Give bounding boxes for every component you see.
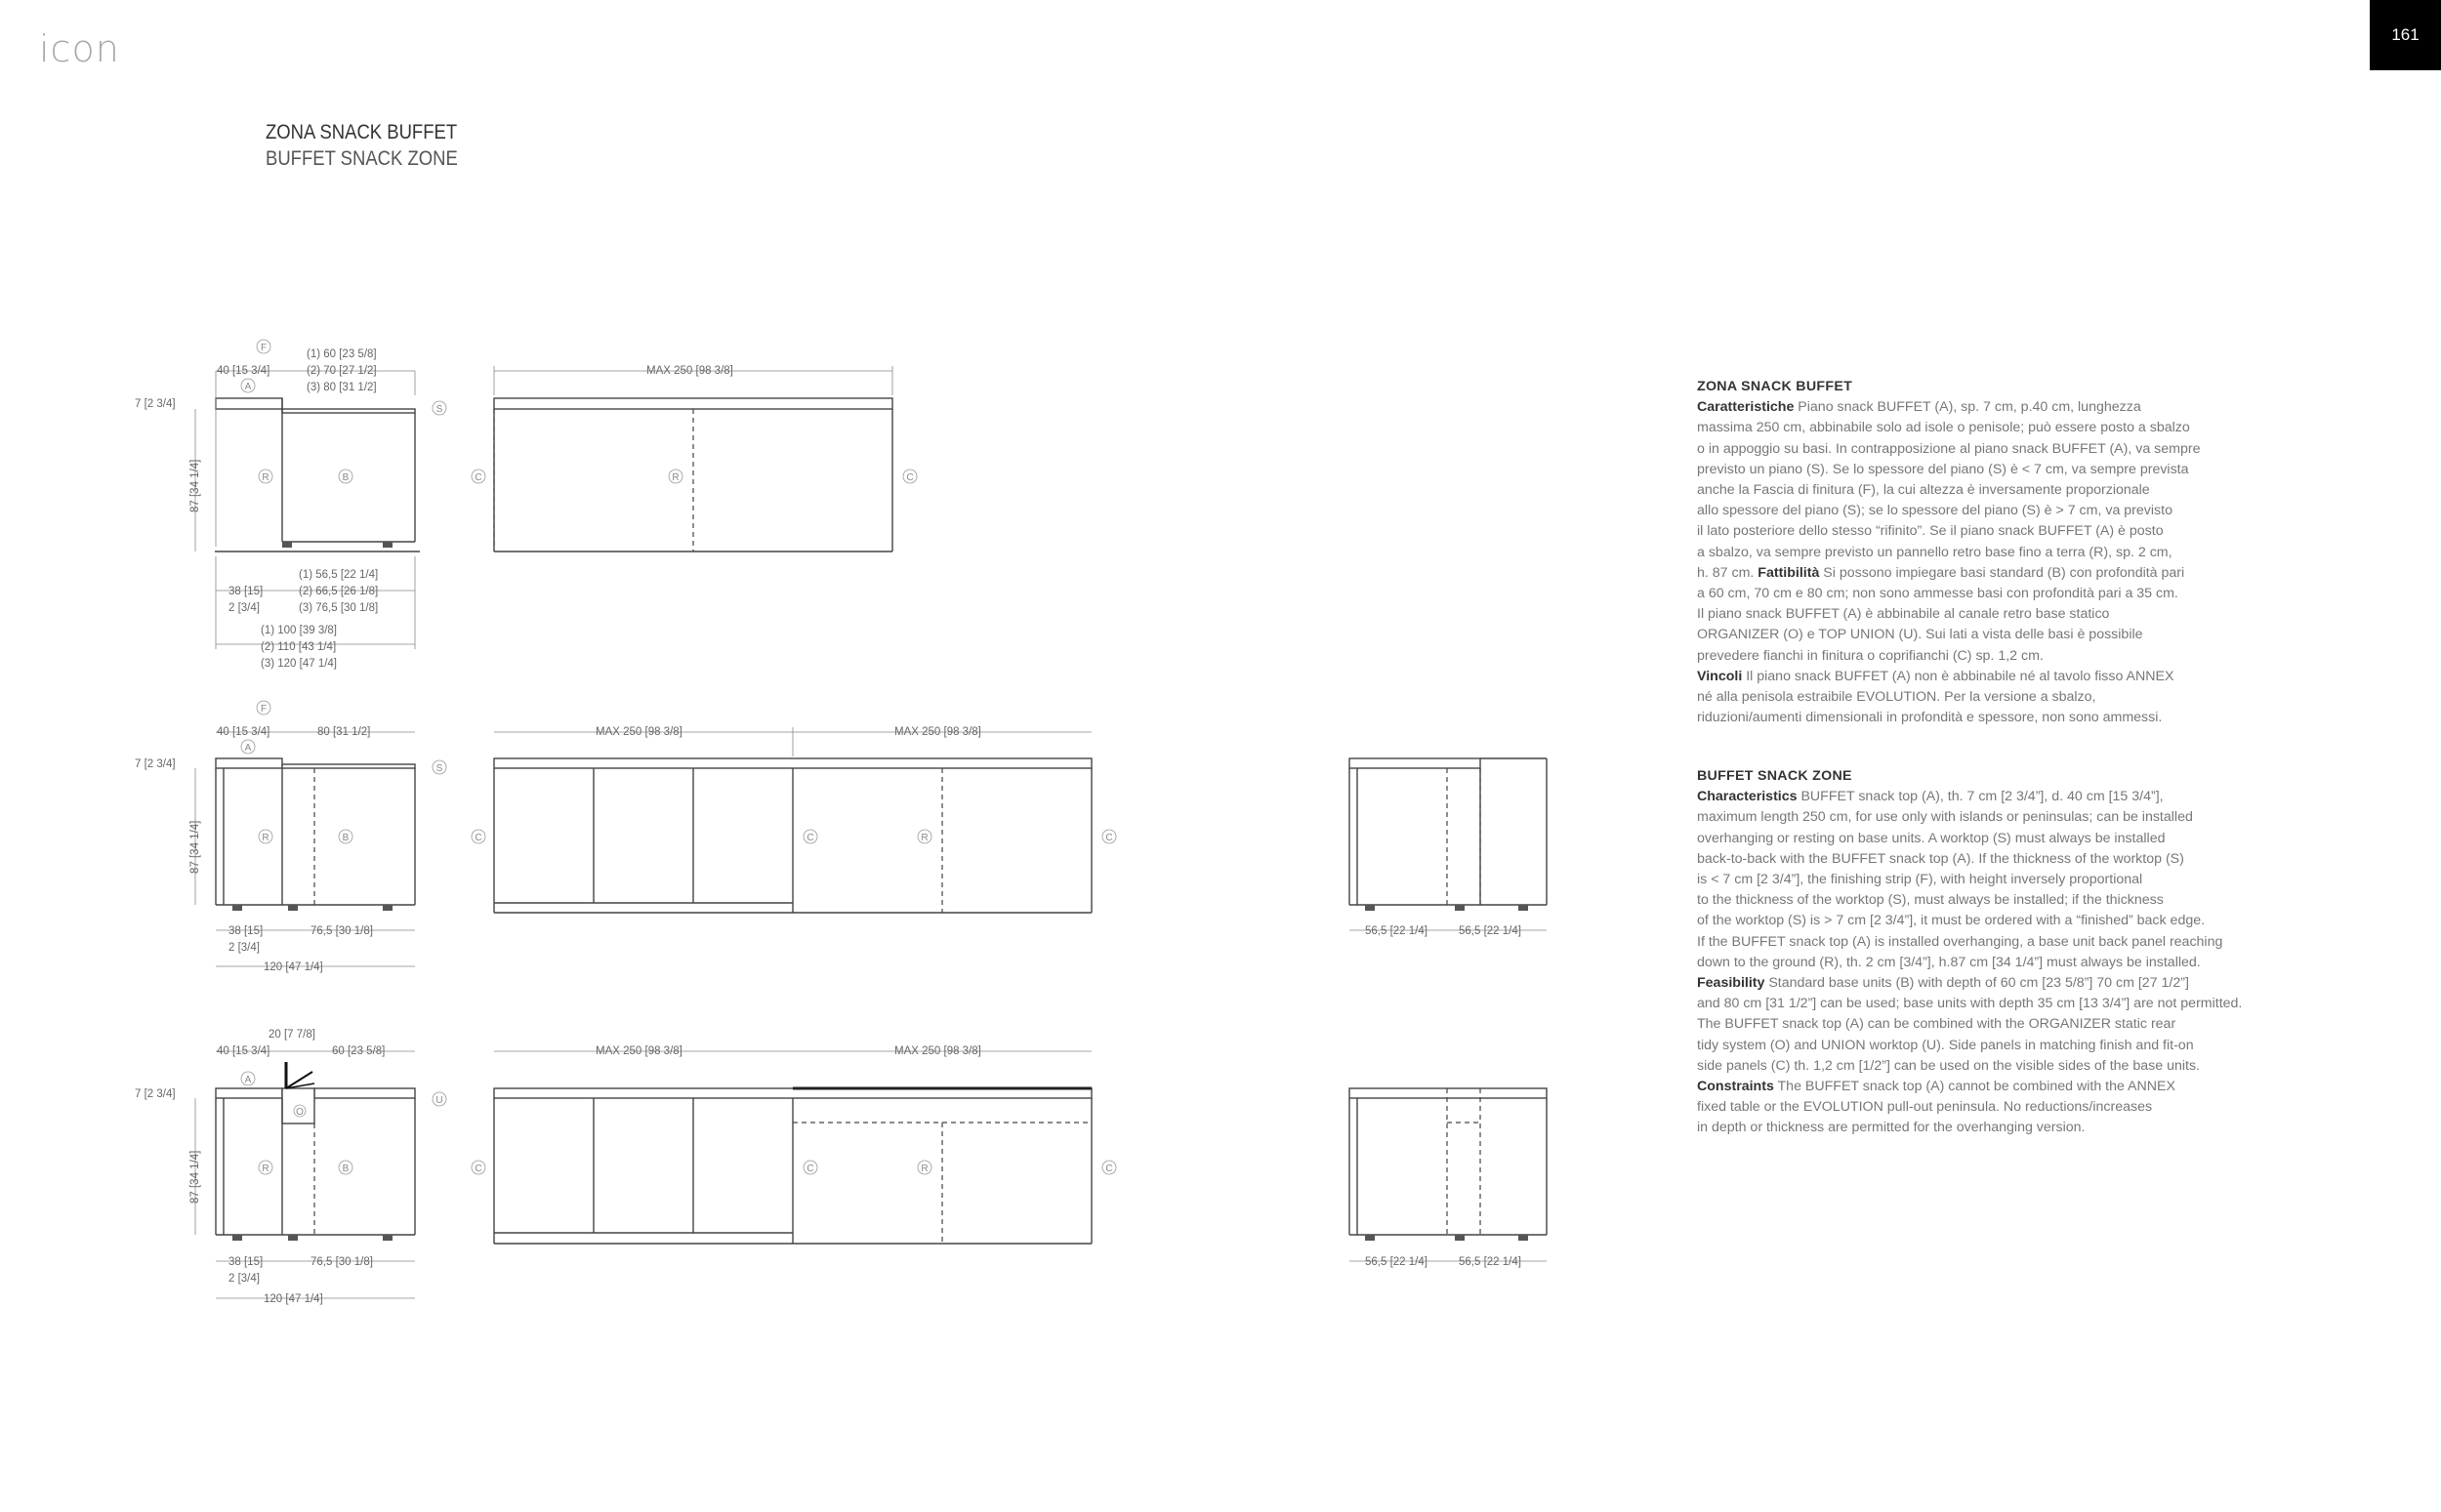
d3-dim-top-left: 40 [15 3/4]: [217, 1045, 270, 1057]
d3-dim-bottom-left-1: 38 [15]: [228, 1256, 264, 1268]
text-run: If the BUFFET snack top (A) is installed overhanging, a base unit back panel reaching: [1697, 933, 2223, 950]
bold-run: Feasibility: [1697, 975, 1765, 992]
d3-dim-max-2: MAX 250 [98 3/8]: [894, 1045, 981, 1057]
drawing-3-front-view: [494, 1051, 1092, 1244]
text-run: Piano snack BUFFET (A), sp. 7 cm, p.40 cm, lunghezza: [1794, 399, 2141, 416]
d1-dim-bottom-b2: (2) 110 [43 1/4]: [261, 641, 337, 653]
text-line: [1697, 397, 2400, 418]
d1-dim-top-1: (1) 60 [23 5/8]: [307, 348, 377, 360]
marker-c: C: [475, 1164, 482, 1174]
marker-o: O: [296, 1107, 304, 1118]
text-line: [1697, 543, 2400, 563]
d3-dim-top-mid: 20 [7 7/8]: [269, 1029, 315, 1041]
text-run: BUFFET snack top (A), th. 7 cm [2 3/4”], d. 40 cm [15 3/4”],: [1797, 789, 2164, 805]
d1-dim-bottom-left-2: 2 [3/4]: [228, 602, 260, 614]
text-run: down to the ground (R), th. 2 cm [3/4”], h.87 cm [34 1/4”] must always be installed.: [1697, 954, 2201, 970]
heading-italian: ZONA SNACK BUFFET: [266, 121, 458, 143]
d2-dim-bottom-total: 120 [47 1/4]: [264, 961, 323, 973]
text-run: tidy system (O) and UNION worktop (U). Side panels in matching finish and fit-on: [1697, 1037, 2194, 1053]
d2-dim-bottom-left-2: 2 [3/4]: [228, 942, 260, 954]
d2-dim-height-main: 87 [34 1/4]: [189, 820, 201, 874]
marker-a: A: [244, 743, 252, 754]
d1-dim-height-top: 7 [2 3/4]: [135, 398, 176, 410]
text-run: a 60 cm, 70 cm e 80 cm; non sono ammesse basi con profondità pari a 35 cm.: [1697, 586, 2178, 602]
d1-dim-bottom-a3: (3) 76,5 [30 1/8]: [299, 602, 379, 614]
text-line: [1697, 480, 2400, 501]
text-line: [1697, 460, 2400, 480]
text-run: and 80 cm [31 1/2”] can be used; base units with depth 35 cm [13 3/4”] are not permitted.: [1697, 996, 2243, 1012]
d1-dim-bottom-b3: (3) 120 [47 1/4]: [261, 658, 337, 670]
marker-u: U: [435, 1095, 443, 1106]
d2-dim-bottom-mid: 76,5 [30 1/8]: [310, 925, 373, 937]
d3-dim-max-1: MAX 250 [98 3/8]: [596, 1045, 683, 1057]
d2-dim-max-2: MAX 250 [98 3/8]: [894, 726, 981, 738]
marker-f: F: [260, 704, 268, 715]
d2-dim-height-top: 7 [2 3/4]: [135, 758, 176, 770]
d3-dim-height-main: 87 [34 1/4]: [189, 1150, 201, 1204]
d2-dim-bottom-left-1: 38 [15]: [228, 925, 264, 937]
text-line: [1697, 625, 2400, 645]
text-line: [1697, 708, 2400, 728]
text-line: [1697, 1077, 2400, 1097]
text-run: allo spessore del piano (S); se lo spessore del piano (S) è > 7 cm, va previsto: [1697, 503, 2172, 519]
d3-dim-bottom-mid: 76,5 [30 1/8]: [310, 1256, 373, 1268]
d2-dim-side-2: 56,5 [22 1/4]: [1459, 925, 1521, 937]
drawing-2-markers: [241, 701, 1116, 843]
description-english-title: BUFFET SNACK ZONE: [1697, 768, 1852, 784]
text-line: [1697, 1097, 2400, 1118]
marker-c: C: [807, 1164, 814, 1174]
text-run: in depth or thickness are permitted for the overhanging version.: [1697, 1120, 2086, 1136]
marker-r: R: [262, 1164, 269, 1174]
text-line: [1697, 911, 2400, 931]
text-line: [1697, 521, 2400, 542]
d3-dim-height-top: 7 [2 3/4]: [135, 1088, 176, 1100]
drawing-2-front-view: [494, 727, 1092, 913]
d1-dim-top-3: (3) 80 [31 1/2]: [307, 382, 377, 393]
text-run: a sbalzo, va sempre previsto un pannello retro base fino a terra (R), sp. 2 cm,: [1697, 544, 2172, 560]
d3-dim-side-2: 56,5 [22 1/4]: [1459, 1256, 1521, 1268]
text-line: [1697, 584, 2400, 604]
text-line: [1697, 667, 2400, 687]
text-line: [1697, 1036, 2400, 1056]
text-run: of the worktop (S) is > 7 cm [2 3/4”], it must be ordered with a “finished” back edge.: [1697, 913, 2206, 929]
text-line: [1697, 1118, 2400, 1138]
d1-dim-bottom-a1: (1) 56,5 [22 1/4]: [299, 569, 379, 581]
text-line: [1697, 870, 2400, 890]
text-run: is < 7 cm [2 3/4”], the finishing strip (F), with height inversely proportional: [1697, 872, 2143, 888]
d2-dim-max-1: MAX 250 [98 3/8]: [596, 726, 683, 738]
marker-r: R: [921, 1164, 929, 1174]
text-run: The BUFFET snack top (A) cannot be combined with the ANNEX: [1773, 1079, 2175, 1095]
drawing-1-front-view: [494, 366, 892, 552]
text-line: [1697, 563, 2400, 584]
marker-a: A: [244, 382, 252, 392]
d1-dim-bottom-a2: (2) 66,5 [26 1/8]: [299, 586, 379, 597]
text-run: ORGANIZER (O) e TOP UNION (U). Sui lati a vista delle basi è possibile: [1697, 627, 2143, 643]
text-run: overhanging or resting on base units. A worktop (S) must always be installed: [1697, 830, 2166, 846]
text-line: [1697, 953, 2400, 973]
marker-c: C: [475, 472, 482, 483]
text-line: [1697, 890, 2400, 911]
description-italian-body: [1697, 397, 2400, 728]
marker-r: R: [262, 833, 269, 843]
text-run: to the thickness of the worktop (S), must always be installed; if the thickness: [1697, 892, 2164, 909]
text-run: o in appoggio su basi. In contrapposizione al piano snack BUFFET (A), va sempre: [1697, 440, 2201, 457]
marker-c: C: [807, 833, 814, 843]
d1-dim-top-2: (2) 70 [27 1/2]: [307, 365, 377, 377]
text-run: previsto un piano (S). Se lo spessore del piano (S) è < 7 cm, va sempre prevista: [1697, 461, 2189, 477]
marker-r: R: [672, 472, 680, 483]
d3-dim-top-right: 60 [23 5/8]: [332, 1045, 386, 1057]
text-line: [1697, 829, 2400, 849]
marker-a: A: [244, 1075, 252, 1085]
text-run: anche la Fascia di finitura (F), la cui altezza è inversamente proporzionale: [1697, 482, 2150, 499]
text-run: riduzioni/aumenti dimensionali in profondità e spessore, non sono ammessi.: [1697, 710, 2163, 726]
marker-c: C: [475, 833, 482, 843]
d1-dim-height-main: 87 [34 1/4]: [189, 459, 201, 512]
text-line: [1697, 973, 2400, 994]
d1-dim-bottom-left-1: 38 [15]: [228, 586, 264, 597]
drawing-3-side-view: [216, 1062, 415, 1241]
text-line: [1697, 994, 2400, 1014]
text-line: [1697, 604, 2400, 625]
page-number: 161: [2370, 0, 2441, 70]
bold-run: Caratteristiche: [1697, 399, 1795, 416]
brand-logo: icon: [39, 27, 120, 70]
text-run: il lato posteriore dello stesso “rifinito”. Se il piano snack BUFFET (A) è posto: [1697, 523, 2164, 540]
drawing-2-end-view: [1349, 758, 1547, 930]
d3-dim-bottom-total: 120 [47 1/4]: [264, 1293, 323, 1305]
marker-s: S: [435, 763, 443, 774]
d2-dim-top-left: 40 [15 3/4]: [217, 726, 270, 738]
text-run: Il piano snack BUFFET (A) non è abbinabile né al tavolo fisso ANNEX: [1742, 668, 2174, 684]
text-line: [1697, 849, 2400, 870]
heading-english: BUFFET SNACK ZONE: [266, 147, 458, 170]
text-line: [1697, 501, 2400, 521]
text-run: Il piano snack BUFFET (A) è abbinabile al canale retro base statico: [1697, 606, 2110, 623]
text-run: Standard base units (B) with depth of 60 cm [23 5/8”] 70 cm [27 1/2”]: [1764, 975, 2189, 992]
text-line: [1697, 646, 2400, 667]
text-run: maximum length 250 cm, for use only with islands or peninsulas; can be installed: [1697, 809, 2193, 826]
text-line: [1697, 787, 2400, 807]
marker-s: S: [435, 404, 443, 415]
d1-dim-bottom-b1: (1) 100 [39 3/8]: [261, 625, 337, 636]
d3-dim-bottom-left-2: 2 [3/4]: [228, 1273, 260, 1285]
d3-dim-side-1: 56,5 [22 1/4]: [1365, 1256, 1427, 1268]
bold-run: Vincoli: [1697, 668, 1743, 684]
bold-run: Constraints: [1697, 1079, 1774, 1095]
text-run: Si possono impiegare basi standard (B) con profondità pari: [1819, 564, 2185, 581]
description-english-body: [1697, 787, 2400, 1138]
marker-c: C: [1105, 833, 1113, 843]
d1-dim-top-left: 40 [15 3/4]: [217, 365, 270, 377]
marker-c: C: [1105, 1164, 1113, 1174]
drawing-3-end-view: [1349, 1088, 1547, 1261]
text-line: [1697, 1056, 2400, 1077]
description-english: [1697, 766, 2400, 1139]
text-run: né alla penisola estraibile EVOLUTION. Per la versione a sbalzo,: [1697, 689, 2096, 706]
text-line: [1697, 439, 2400, 460]
marker-b: B: [342, 472, 350, 483]
text-run: prevedere fianchi in finitura o coprifianchi (C) sp. 1,2 cm.: [1697, 647, 2044, 664]
bold-run: Fattibilità: [1758, 564, 1820, 581]
text-run: fixed table or the EVOLUTION pull-out peninsula. No reductions/increases: [1697, 1099, 2153, 1116]
text-line: [1697, 687, 2400, 708]
description-italian: [1697, 377, 2400, 728]
marker-b: B: [342, 1164, 350, 1174]
d2-dim-top-right: 80 [31 1/2]: [317, 726, 371, 738]
bold-run: Characteristics: [1697, 789, 1798, 805]
text-run: h. 87 cm.: [1697, 564, 1758, 581]
drawing-1-dimensions: [135, 348, 733, 670]
drawing-2-side-view: [216, 758, 415, 911]
text-line: [1697, 932, 2400, 953]
d2-dim-side-1: 56,5 [22 1/4]: [1365, 925, 1427, 937]
d1-dim-max: MAX 250 [98 3/8]: [646, 365, 733, 377]
marker-f: F: [260, 343, 268, 353]
marker-r: R: [262, 472, 269, 483]
text-run: back-to-back with the BUFFET snack top (A). If the thickness of the worktop (S): [1697, 850, 2184, 867]
text-line: [1697, 807, 2400, 828]
text-run: The BUFFET snack top (A) can be combined with the ORGANIZER static rear: [1697, 1016, 2176, 1033]
marker-b: B: [342, 833, 350, 843]
text-line: [1697, 418, 2400, 438]
drawing-1-side-view: [215, 371, 420, 552]
description-italian-title: ZONA SNACK BUFFET: [1697, 379, 1853, 394]
text-line: [1697, 1014, 2400, 1035]
marker-c: C: [906, 472, 914, 483]
marker-r: R: [921, 833, 929, 843]
text-run: massima 250 cm, abbinabile solo ad isole o penisole; può essere posto a sbalzo: [1697, 420, 2190, 436]
text-run: side panels (C) th. 1,2 cm [1/2”] can be used on the visible sides of the base units.: [1697, 1057, 2200, 1074]
